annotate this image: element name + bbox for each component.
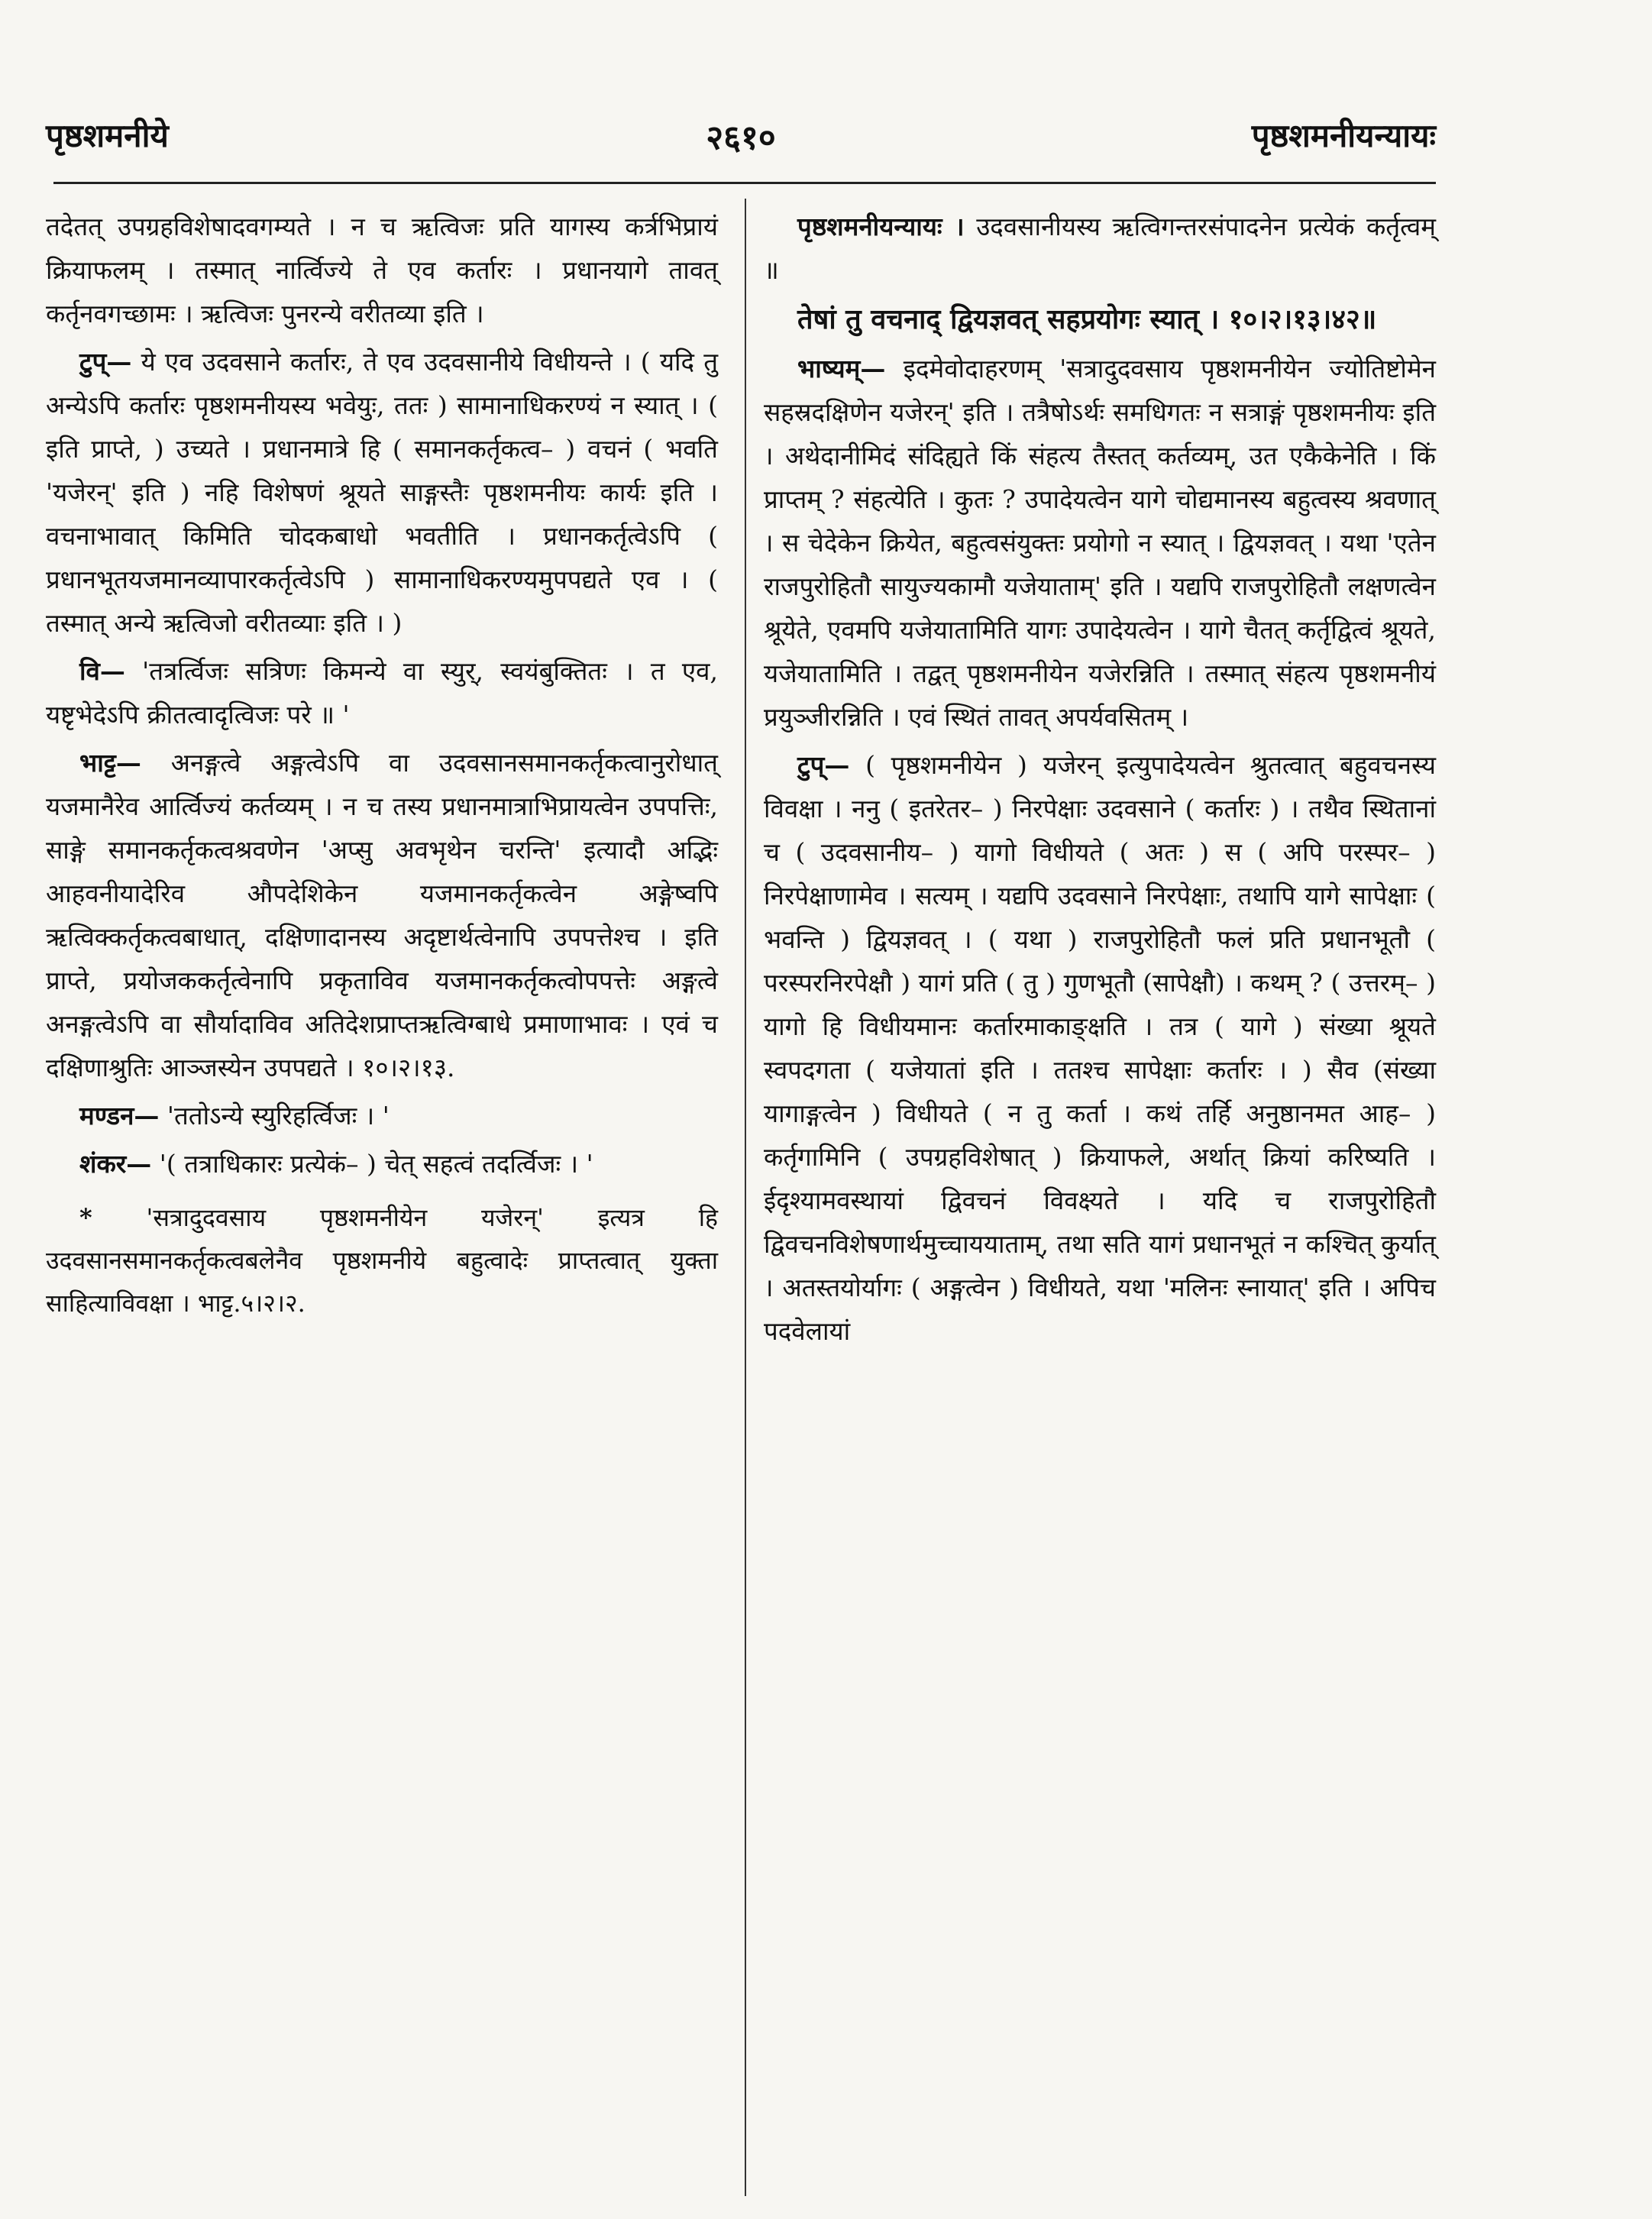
shankara-label: शंकर— [79, 1149, 152, 1179]
right-paragraph-nyaya [764, 205, 1436, 292]
right-column [764, 205, 1436, 1357]
left-paragraph-tup [46, 340, 718, 645]
left-paragraph-vi [46, 649, 718, 736]
right-tup-text: ( पृष्ठशमनीयेन ) यजेरन् इत्युपादेयत्वेन श्रुतत्वात् बहुवचनस्य विवक्षा । ननु ( इतरेतर– ) निरपेक्षाः उदवसाने ( कर्तारः ) । तथैव स्थितानां च ( उदवसानीय– ) यागो विधीयते ( अतः ) स ( अपि परस्पर– ) निरपेक्षाणामेव । सत्यम् । यद्यपि उदवसाने निरपेक्षाः, तथापि यागे सापेक्षाः ( भवन्ति ) द्वियज्ञवत् । ( यथा ) राजपुरोहितौ फलं प्रति प्रधानभूतौ ( परस्परनिरपेक्षौ ) यागं प्रति ( तु ) गुणभूतौ (सापेक्षौ) । कथम् ? ( उत्तरम्– ) यागो हि विधीयमानः कर्तारमाकाङ्क्षति । तत्र ( यागे ) संख्या श्रूयते स्वपदगता ( यजेयातां इति । ततश्च सापेक्षाः कर्तारः । ) सैव (संख्या यागाङ्गत्वेन ) विधीयते ( न तु कर्ता । कथं तर्हि अनुष्ठानमत आह– ) कर्तृगामिनि ( उपग्रहविशेषात् ) क्रियाफले, अर्थात् क्रियां करिष्यति । ईदृश्यामवस्थायां द्विवचनं विवक्ष्यते । यदि च राजपुरोहितौ द्विवचनविशेषणार्थमुच्चाययाताम्, तथा सति यागं प्रधानभूतं न कश्चित् कुर्यात् । अतस्तयोर्यागः ( अङ्गत्वेन ) विधीयते, यथा 'मलिनः स्नायात्' इति । अपिच पदवेलायां [764, 750, 1436, 1346]
tup-text: ये एव उदवसाने कर्तारः, ते एव उदवसानीये विधीयन्ते । ( यदि तु अन्येऽपि कर्तारः पृष्ठशमनीयस्य भवेयुः, ततः ) सामानाधिकरण्यं न स्यात् । ( इति प्राप्ते, ) उच्यते । प्रधानमात्रे हि ( समानकर्तृकत्व– ) वचनं ( भवति 'यजेरन्' इति ) नहि विशेषणं श्रूयते साङ्गस्तैः पृष्ठशमनीयः कार्यः इति । वचनाभावात् किमिति चोदकबाधो भवतीति । प्रधानकर्तृत्वेऽपि ( प्रधानभूतयजमानव्यापारकर्तृत्वेऽपि ) सामानाधिकरण्यमुपपद्यते एव । ( तस्मात् अन्ये ऋत्विजो वरीतव्याः इति । ) [46, 347, 718, 638]
sutra: तेषां तु वचनाद् द्वियज्ञवत् सहप्रयोगः स्यात् । १०।२।१३।४२॥ [797, 303, 1377, 335]
left-paragraph-bhatta [46, 741, 718, 1089]
column-divider [745, 199, 746, 2196]
bhashya-text: इदमेवोदाहरणम् 'सत्रादुदवसाय पृष्ठशमनीयेन ज्योतिष्टोमेन सहस्रदक्षिणेन यजेरन्' इति । तत्रैषोऽर्थः समधिगतः न सत्राङ्गं पृष्ठशमनीयः इति । अथेदानीमिदं संदिह्यते किं संहत्य तैस्तत् कर्तव्यम्, उत एकैकेनेति । किं प्राप्तम् ? संहत्येति । कुतः ? उपादेयत्वेन यागे चोद्यमानस्य बहुत्वस्य श्रवणात् । स चेदेकेन क्रियेत, बहुत्वसंयुक्तः प्रयोगो न स्यात् । द्वियज्ञवत् । यथा 'एतेन राजपुरोहितौ सायुज्यकामौ यजेयाताम्' इति । यद्यपि राजपुरोहितौ लक्षणत्वेन श्रूयेते, एवमपि यजेयातामिति यागः उपादेयत्वेन । यागे चैतत् कर्तृद्वित्वं श्रूयते, यजेयातामिति । तद्वत् पृष्ठशमनीयेन यजेरन्निति । तस्मात् संहत्य पृष्ठशमनीयं प्रयुञ्जीरन्निति । एवं स्थितं तावत् अपर्यवसितम् । [764, 354, 1436, 732]
mandana-text: 'ततोऽन्ये स्युरिहर्त्विजः । ' [166, 1101, 390, 1131]
vi-text: 'तत्रर्त्विजः सत्रिणः किमन्ये वा स्युर्, स्वयंबुक्तितः । त एव, यष्टृभेदेऽपि क्रीतत्वादृत्विजः परे ॥ ' [46, 656, 718, 729]
header-right-title: पृष्ठशमनीयन्यायः [1251, 117, 1436, 154]
header-left-title: पृष्ठशमनीये [46, 117, 169, 154]
right-tup-label: टुप्— [797, 750, 850, 780]
left-paragraph-shankara [46, 1142, 718, 1186]
page-number: २६१० [706, 118, 776, 157]
page-header [46, 113, 1436, 167]
header-rule [53, 182, 1436, 184]
footnote-text: 'सत्रादुदवसाय पृष्ठशमनीयेन यजेरन्' इत्यत्र हि उदवसानसमानकर्तृकत्वबलेनैव पृष्ठशमनीये बहुत्वादेः प्राप्तत्वात् युक्ता साहित्याविवक्षा । भाट्ट.५।२।२. [46, 1203, 718, 1318]
left-paragraph-1: तदेतत् उपग्रहविशेषादवगम्यते । न च ऋत्विजः प्रति यागस्य कर्त्रभिप्रायं क्रियाफलम् । तस्मात् नार्त्विज्ये ते एव कर्तारः । प्रधानयागे तावत् कर्तृनवगच्छामः । ऋत्विजः पुनरन्ये वरीतव्या इति । [46, 212, 718, 328]
right-paragraph-tup [764, 743, 1436, 1353]
left-column [46, 205, 718, 1329]
nyaya-text: उदवसानीयस्य ऋत्विगन्तरसंपादनेन प्रत्येकं कर्तृत्वम् ॥ [764, 212, 1436, 285]
bhatta-text: अनङ्गत्वे अङ्गत्वेऽपि वा उदवसानसमानकर्तृकत्वानुरोधात् यजमानैरेव आर्त्विज्यं कर्तव्यम् । न च तस्य प्रधानमात्राभिप्रायत्वेन उपपत्तिः, साङ्गे समानकर्तृकत्वश्रवणेन 'अप्सु अवभृथेन चरन्ति' इत्यादौ अद्भिः आहवनीयादेरिव औपदेशिकेन यजमानकर्तृकत्वेन अङ्गेष्वपि ऋत्विक्कर्तृकत्वबाधात्, दक्षिणादानस्य अदृष्टार्थत्वेनापि उपपत्तेश्च । इति प्राप्ते, प्रयोजककर्तृत्वेनापि प्रकृताविव यजमानकर्तृकत्वोपपत्तेः अङ्गत्वे अनङ्गत्वेऽपि वा सौर्यादाविव अतिदेशप्राप्तऋत्विग्बाधे प्रमाणाभावः । एवं च दक्षिणाश्रुतिः आञ्जस्येन उपपद्यते । १०।२।१३. [46, 748, 718, 1082]
footnote-mark: * [79, 1203, 92, 1232]
footnote [46, 1196, 718, 1325]
bhashya-label: भाष्यम्— [797, 354, 886, 383]
vi-label: वि— [79, 656, 125, 686]
bhatta-label: भाट्ट— [79, 748, 141, 778]
right-paragraph-bhashya [764, 347, 1436, 739]
left-paragraph-mandana [46, 1094, 718, 1137]
tup-label: टुप्— [79, 347, 132, 377]
mandana-label: मण्डन— [79, 1101, 160, 1131]
nyaya-title: पृष्ठशमनीयन्यायः । [797, 212, 965, 241]
shankara-text: '( तत्राधिकारः प्रत्येकं– ) चेत् सहत्वं तदर्त्विजः । ' [159, 1149, 593, 1179]
